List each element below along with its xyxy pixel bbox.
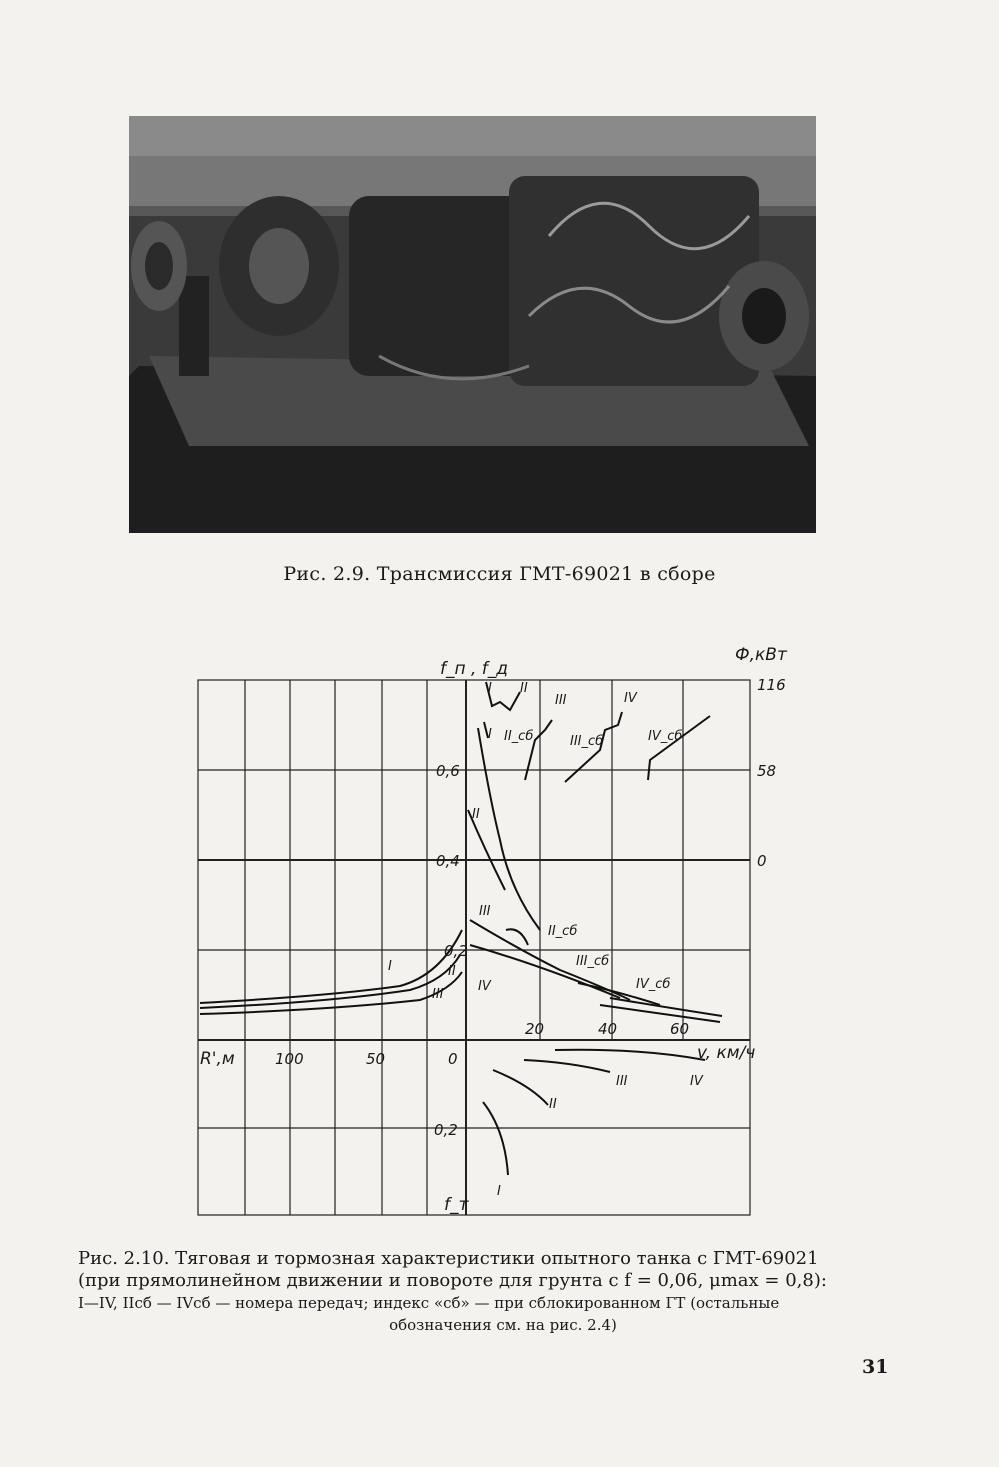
label-power-III: III (555, 693, 567, 708)
label-power-I-left: I (488, 727, 492, 742)
transmission-photo (129, 116, 816, 533)
label-power-IVsb: IV_сб (648, 729, 683, 744)
label-brake-II: II (549, 1097, 557, 1112)
traction-brake-chart (0, 630, 999, 1230)
tick-center-0-6: 0,6 (436, 762, 460, 780)
figure-caption-2 (78, 1248, 928, 1336)
caption2-line2: (при прямолинейном движении и повороте для грунта с f = 0,06, μmax = 0,8): (78, 1270, 827, 1291)
label-traction-IIsb: II_сб (548, 924, 578, 939)
figure-caption-1: Рис. 2.9. Трансмиссия ГМТ-69021 в сборе (283, 563, 716, 585)
caption2-line4: обозначения см. на рис. 2.4) (389, 1316, 617, 1334)
axis-label-speed: v, км/ч (697, 1043, 756, 1063)
tick-lower-0-2: 0,2 (434, 1121, 458, 1139)
tick-right-0: 0 (757, 852, 767, 870)
label-power-IV: IV (624, 691, 637, 706)
label-traction-IIIsb: III_сб (576, 954, 610, 969)
tick-center-0-2: 0,2 (444, 942, 468, 960)
axis-label-left-top: f_п , f_д (440, 659, 509, 679)
tick-r-50: 50 (366, 1050, 386, 1068)
tick-right-58: 58 (757, 762, 777, 780)
tick-r-100: 100 (275, 1050, 304, 1068)
label-power-IIIsb: III_сб (570, 734, 604, 749)
axis-label-bottom-left: R',м (200, 1049, 235, 1069)
tick-v-40: 40 (598, 1020, 618, 1038)
label-brake-IV: IV (690, 1074, 703, 1089)
label-brake-I: I (497, 1184, 501, 1199)
caption2-line1: Рис. 2.10. Тяговая и тормозная характеристики опытного танка с ГМТ-69021 (78, 1248, 819, 1269)
label-brake-III: III (616, 1074, 628, 1089)
label-traction-IV: IV (478, 979, 491, 994)
label-traction-IVsb: IV_сб (636, 977, 671, 992)
label-traction-II: II (472, 807, 480, 822)
tick-r-0: 0 (448, 1050, 458, 1068)
label-power-II: II (520, 681, 528, 696)
caption2-line3: I—IV, IIсб — IVсб — номера передач; индекс «сб» — при сблокированном ГТ (остальные (78, 1294, 780, 1312)
tick-right-116: 116 (757, 676, 786, 694)
axis-label-ft: f_т (444, 1195, 469, 1215)
label-traction-III: III (479, 904, 491, 919)
label-turn-III: III (432, 987, 444, 1002)
tick-v-20: 20 (525, 1020, 545, 1038)
tick-center-0-4: 0,4 (436, 852, 460, 870)
page-number: 31 (862, 1356, 889, 1378)
tick-v-60: 60 (670, 1020, 690, 1038)
label-power-IIsb: II_сб (504, 729, 534, 744)
label-turn-I: I (388, 959, 392, 974)
axis-label-right-top: Ф,кВт (735, 645, 787, 665)
label-turn-II: II (448, 964, 456, 979)
label-power-I: I (488, 681, 492, 696)
